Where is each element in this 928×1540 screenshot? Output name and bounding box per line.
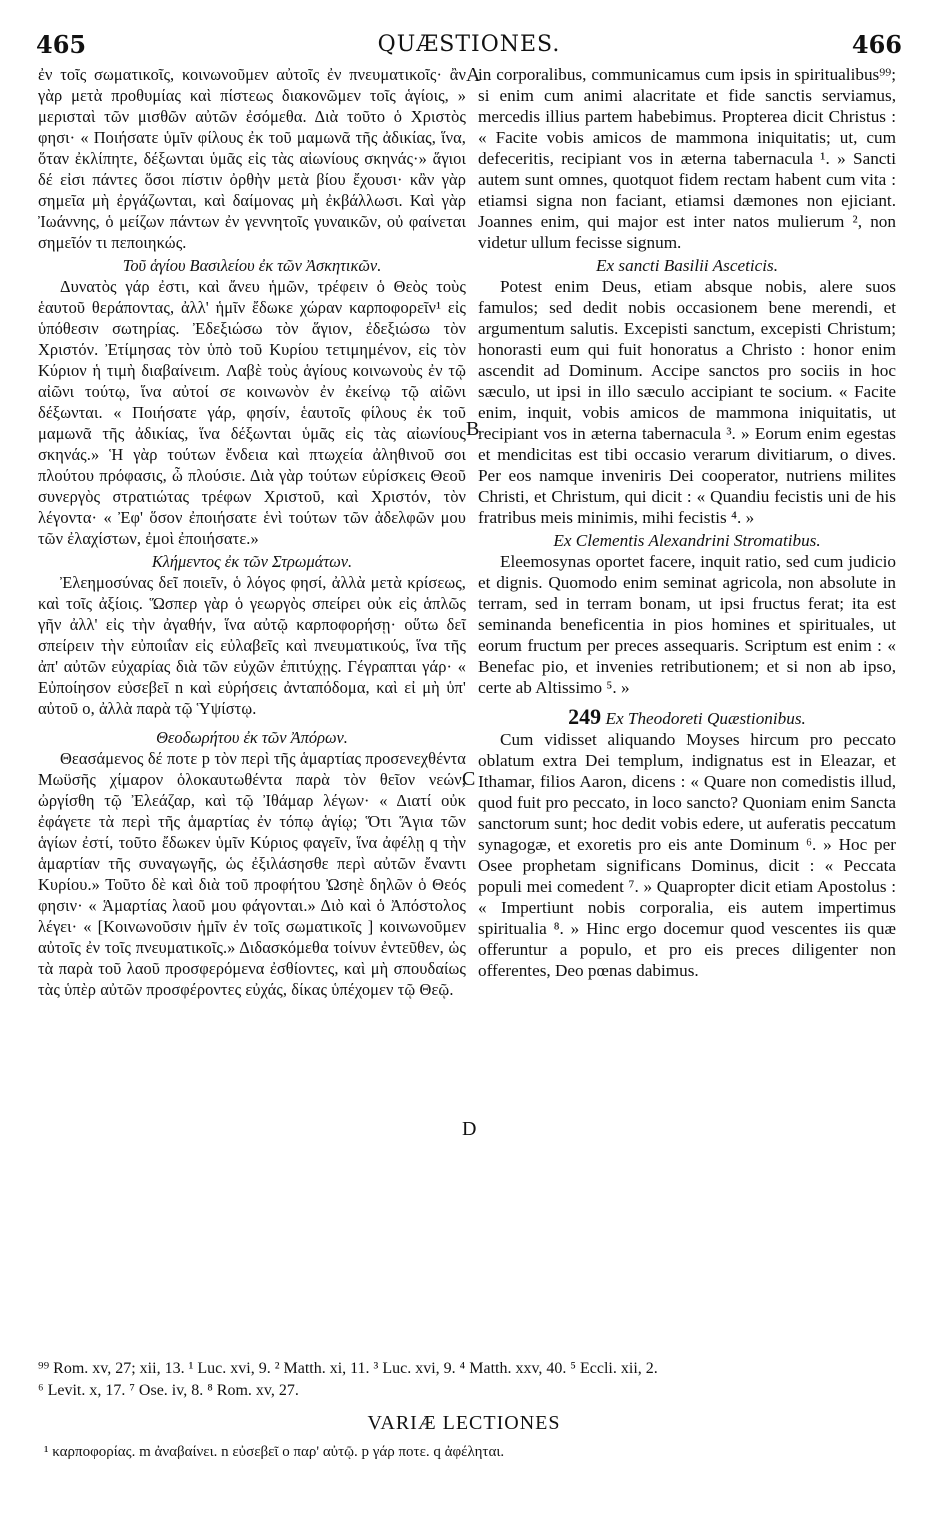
latin-paragraph-4: Cum vidisset aliquando Moyses hircum pro peccato oblatum extra Dei templum, indignatus est in Eleazar, et Ithamar, filios Aaron, dicens : « Quare non comedistis illud, quod fuit pro peccato, in loco sancto? Quoniam enim Sancta sanctorum sunt; hoc dedit vobis edere, ut auferatis peccatum synagogæ, et exoretis pro eis ante Dominum ⁶. » Hoc per Osee prophetam significans Dominus, dicit : « Peccata populi mei comedent ⁷. » Quapropter dicit etiam Apostolus : « Impertiunt nobis corporalia, eis autem impertimus spiritualia ⁸. » Hinc ergo docemur quod vescentes iis quæ offeruntur a populo, et pro eis preces diligenter non offerentes, Deo pœnas dabimus. xyxy=(478,730,896,980)
running-title: QUÆSTIONES. xyxy=(377,32,561,57)
page-number-left: 465 xyxy=(36,30,87,59)
greek-paragraph-3: Ἐλεημοσύνας δεῖ ποιεῖν, ὁ λόγος φησί, ἀλλὰ μετὰ κρίσεως, καὶ τοῖς ἀξίοις. Ὥσπερ γὰρ ὁ γεωργὸς σπείρει οὐκ εἰς ἁπλῶς γῆν ἀλλ' εἰς τὴν ἀγαθήν, ἵνα αὐτῷ καρποφορήσῃ· οὕτω δεῖ σπείρειν τὴν εὐποιΐαν εἰς εὐλαβεῖς καὶ πνευματικούς, ἵνα τῆς ἀπ' αὐτῶν εὐχαρίας διὰ τῶν εὐχῶν ἐπιτύχῃς. Γέγραπται γάρ· « Εὐποίησον εὐσεβεῖ n καὶ εὑρήσεις ἀνταπόδομα, καὶ εἰ μὴ ὑπ' αὐτοῦ o, ἀλλὰ παρὰ τῷ Ὑψίστῳ. xyxy=(38,573,466,718)
greek-paragraph-1: ἐν τοῖς σωματικοῖς, κοινωνοῦμεν αὐτοῖς ἐν πνευματικοῖς· ἂν γὰρ μετὰ προθυμίας καὶ πίστεως διακονῶμεν τοῖς ἁγίοις, » μερισταὶ τῶν μισθῶν αὐτῶν ἐσόμεθα. Διὰ τοῦτο ὁ Χριστὸς φησι· « Ποιήσατε ὑμῖν φίλους ἐκ τοῦ μαμωνᾶ τῆς ἀδικίας, ἵνα, ὅταν ἐκλίπητε, δέξωνται ὑμᾶς εἰς τὰς αἰωνίους σκηνάς·» ἅγιοι δέ εἰσι πάντες ὅσοι πίστιν ὀρθὴν μετὰ βίου ἔχουσι· κἂν γὰρ σημεῖα μὴ ἐργάζωνται, καὶ δαίμονας μὴ ἐκβάλλωσι. Καὶ γὰρ Ἰωάννης, ὁ μείζων πάντων ἐν γεννητοῖς γυναικῶν, οὐ φαίνεται σημεῖόν τι πεποιηκώς. xyxy=(38,65,466,252)
latin-paragraph-3: Eleemosynas oportet facere, inquit ratio, sed cum judicio et dignis. Quomodo enim seminat agricola, non absolute in terram, sed in terram bonam, ut ipsi fructus ferat; ita est seminanda beneficentia in pios homines et spirituales, ut eorum fructum per preces assequaris. Scriptum est enim : « Benefac pio, et invenies retributionem; et si non ab ipso, certe ab Altissimo ⁵. » xyxy=(478,552,896,697)
latin-heading-theodoret xyxy=(478,706,896,729)
greek-heading-theodoret: Θεοδωρήτου ἐκ τῶν Ἀπόρων. xyxy=(156,728,348,747)
margin-letter-d: D xyxy=(462,1118,477,1140)
latin-paragraph-2: Potest enim Deus, etiam absque nobis, alere suos famulos; sed dedit nobis occasionem bene merendi, et argumentum salutis. Excepisti sanctum, excepisti Christum; honorasti eum qui fuit honoratus a Christo : honor enim ascendit ad Dominum. Accipe sanctos pro sociis in hoc sæculo, ut ipsi in illo sæculo accipiant te socium. « Facite enim, inquit, vobis amicos de mammona iniquitatis, ut recipiant vos in æterna tabernacula ³. » Eorum enim egestas et mendicitas est tibi occasio verarum divitiarum, o dives. Per eos namque inveniris Dei cooperator, nutriens milites Christi, et Christum, qui dicit : « Quandiu fecistis uni de his fratribus meis minimis, mihi fecistis ⁴. » xyxy=(478,277,896,527)
footnote-line-1: ⁹⁹ Rom. xv, 27; xii, 13. ¹ Luc. xvi, 9. ² Matth. xi, 11. ³ Luc. xvi, 9. ⁴ Matth. xxv, 40. ⁵ Eccli. xii, 2. xyxy=(38,1360,658,1377)
latin-paragraph-1: in corporalibus, communicamus cum ipsis in spiritualibus⁹⁹; si enim cum animi alacritate et fide sanctis serviamus, mercedis illius partem habebimus. Propterea dicit Christus : « Facite vobis amicos de mammona iniquitatis; ut, cum defeceritis, recipiant vos in æterna tabernacula ¹. » Sancti autem sunt omnes, quotquot fidem rectam habent cum vita : etiamsi signa non faciant, etiamsi dæmones non ejiciant. Joannes enim, qui major est inter natos mulierum ², non videtur ullum fecisse signum. xyxy=(478,65,896,252)
margin-letter-a: A xyxy=(466,64,481,86)
latin-heading-basil: Ex sancti Basilii Asceticis. xyxy=(595,256,779,275)
greek-paragraph-2: Δυνατὸς γάρ ἐστι, καὶ ἄνευ ἡμῶν, τρέφειν ὁ Θεὸς τοὺς ἑαυτοῦ θεράποντας, ἀλλ' ἡμῖν ἔδωκε χώραν καρποφορεῖν¹ εἰς ὑπόθεσιν σωτηρίας. Ἐδεξιώσω τὸν ἅγιον, ἐδεξιώσω τὸν Χριστόν. Ἐτίμησας τὸν ὑπὸ τοῦ Κυρίου τετιμημένον, εἰς τὸν Κύριον ἡ τιμὴ διαβαίνειm. Λαβὲ τοὺς ἁγίους κοινωνοὺς ἐν τῷ αἰῶνι τούτῳ, ἵνα αὐτοί σε κοινωνὸν ἐν ἐκείνῳ τῷ αἰῶνι δέξωνται. « Ποιήσατε γάρ, φησίν, ἑαυτοῖς φίλους ἐκ τοῦ μαμωνᾶ τῆς ἀδικίας, ἵνα δέξωνται ὑμᾶς εἰς τὰς αἰωνίους σκηνάς.» Ἡ γὰρ τούτων ἔνδεια καὶ πτωχεία ἀληθινοῦ σοι πλούτου πρόφασις, ὦ πλούσιε. Διὰ γὰρ τούτων εὑρίσκεις Θεοῦ συνεργὸς στρατιώτας τρέφων Χριστοῦ, καὶ Χριστόν, τὸν λέγοντα· « Ἐφ' ὅσον ἐποιήσατε ἑνὶ τούτων τῶν ἀδελφῶν μου τῶν ἐλαχίστων, ἐμοὶ ἐποιήσατε.» xyxy=(38,277,466,548)
margin-letter-c: C xyxy=(462,768,476,790)
section-number: 249 xyxy=(568,704,602,729)
greek-heading-basil: Τοῦ ἁγίου Βασιλείου ἐκ τῶν Ἀσκητικῶν. xyxy=(122,256,382,275)
variae-lectiones-title: VARIÆ LECTIONES xyxy=(367,1412,561,1434)
page-number-right: 466 xyxy=(851,30,902,59)
latin-heading-clement: Ex Clementis Alexandrini Stromatibus. xyxy=(553,531,821,550)
greek-paragraph-4: Θεασάμενος δέ ποτε p τὸν περὶ τῆς ἁμαρτίας προσενεχθέντα Μωϋσῆς χίμαρον ὁλοκαυτωθέντα παρὰ τὸν θεῖον νεών, ὠργίσθη τῷ Ἐλεάζαρ, καὶ τῷ Ἰθάμαρ λέγων· « Διατί οὐκ ἐφάγετε τὰ περὶ τῆς ἁμαρτίας ἐν τόπῳ ἁγίῳ; Ὅτι Ἅγια τῶν ἁγίων ἐστί, τοῦτο ἔδωκεν ὑμῖν Κύριος φαγεῖν, ἵνα ἀφέλῃ q τὴν ἁμαρτίαν τῆς συναγωγῆς, ὡς ἐξιλάσησθε περὶ αὐτῶν ἔναντι Κυρίου.» Τοῦτο δὲ καὶ διὰ τοῦ προφήτου Ὠσηὲ δηλῶν ὁ Θεός φησιν· « Ἁμαρτίας λαοῦ μου φάγονται.» Διὸ καὶ ὁ Ἀπόστολος λέγει· « [Κοινωνοῦσιν ἡμῖν ἐν τοῖς σωματικοῖς ] κοινωνοῦμεν αὐτοῖς ἐν τοῖς πνευματικοῖς.» Διδασκόμεθα τοίνυν ἐντεῦθεν, ὡς τὰ παρὰ τοῦ λαοῦ προσφερόμενα ἐσθίοντες, καὶ μὴ σπουδαίως τὰς ὑπὲρ αὐτῶν προσφέροντες εὐχάς, δίκας ὑπέχομεν τῷ Θεῷ. xyxy=(38,749,466,999)
greek-heading-clement: Κλήμεντος ἐκ τῶν Στρωμάτων. xyxy=(151,552,353,571)
page-header xyxy=(36,30,902,60)
latin-heading-theodoret-text: Ex Theodoreti Quæstionibus. xyxy=(605,709,806,728)
margin-letter-b: B xyxy=(466,418,480,440)
variae-lectiones-text: ¹ καρποφορίας. m ἀναβαίνει. n εὐσεβεῖ o παρ' αὐτῷ. p γάρ ποτε. q ἀφέληται. xyxy=(44,1444,505,1460)
footnotes xyxy=(38,1358,902,1402)
footnote-line-2: ⁶ Levit. x, 17. ⁷ Ose. iv, 8. ⁸ Rom. xv, 27. xyxy=(38,1382,299,1399)
greek-column xyxy=(38,64,466,1000)
latin-column xyxy=(478,64,896,981)
